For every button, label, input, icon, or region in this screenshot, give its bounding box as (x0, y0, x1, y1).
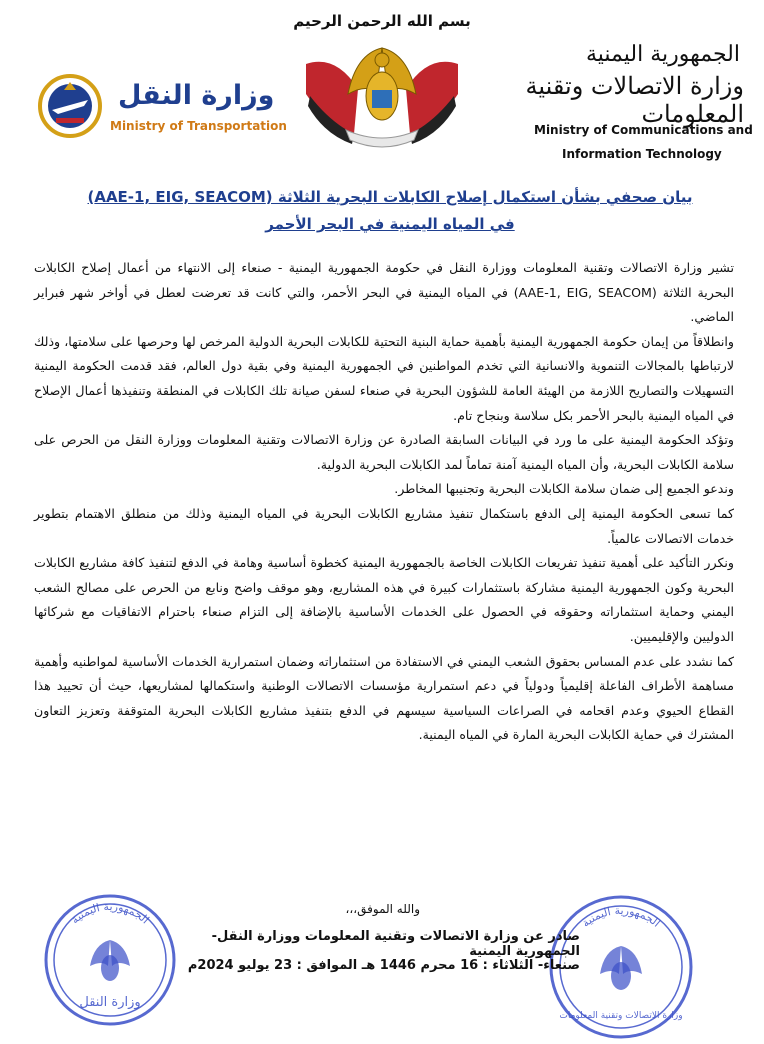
basmala: بسم الله الرحمن الرحيم (293, 12, 471, 30)
paragraph: وندعو الجميع إلى ضمان سلامة الكابلات البحرية وتجنيبها المخاطر. (394, 481, 734, 497)
paragraph: كما نشدد على عدم المساس بحقوق الشعب اليمني في الاستفادة من استثماراته وضمان استمرارية الخدمات الأساسية لمواطنيه وأهمية مساهمة الأطراف الفاعلة إقليمياً ودولياً في دعم استمرارية مؤسسات الاتصالات الوطنية واستكمالها لمشاريعها، حيث أن تحييد هذا القطاع الحيوي وعدم اقحامه في الصراعات السياسية سيسهم في الدفع بتنفيذ مشاريع الكابلات البحرية المتوقفة وتعزيز التعاون المشترك في حماية الكابلات البحرية المارة في المياه اليمنية. (34, 653, 734, 743)
republic-name-ar: الجمهورية اليمنية (585, 42, 740, 67)
paragraph: تشير وزارة الاتصالات وتقنية المعلومات ووزارة النقل في حكومة الجمهورية اليمنية - صنعاء إلى الانتهاء من أعمال إصلاح الكابلات البحرية الثلاثة (AAE-1, EIG, SEACOM) في المياه اليمنية في البحر الأحمر، والتي كانت قد تعرضت لعطل في أواخر شهر فبراير الماضي. (34, 260, 734, 325)
transport-name-ar: وزارة النقل (118, 80, 275, 111)
transport-stamp (40, 890, 180, 1030)
statement-title-line1: بيان صحفي بشأن استكمال إصلاح الكابلات البحرية الثلاثة (AAE-1, EIG, SEACOM) (87, 188, 693, 206)
statement-body (34, 256, 734, 748)
stamp-right-top-text: الجمهورية اليمنية (579, 903, 663, 930)
stamp-left-top-text: الجمهورية اليمنية (68, 899, 152, 927)
transport-name-en: Ministry of Transportation (110, 119, 287, 133)
stamp-right-text: وزارة الاتصالات وتقنية المعلومات (559, 1011, 683, 1021)
issuer-line: صادر عن وزارة الاتصالات وتقنية المعلومات ووزارة النقل- الجمهورية اليمنية (211, 929, 580, 959)
paragraph: وتؤكد الحكومة اليمنية على ما ورد في البيانات السابقة الصادرة عن وزارة الاتصالات وتقنية المعلومات ووزارة النقل من الحرص على سلامة الكابلات البحرية، وأن المياه اليمنية آمنة تماماً لمد الكابلات البحرية الدولية. (34, 432, 734, 472)
svg-text:الجمهورية اليمنية (579, 904, 662, 930)
transport-logo-icon (30, 70, 110, 140)
stamp-left-text: وزارة النقل (79, 995, 141, 1010)
yemen-emblem-icon (296, 34, 468, 154)
communications-ministry-name-ar: وزارة الاتصالات وتقنية المعلومات (525, 72, 744, 128)
statement-title-line2: في المياه اليمنية في البحر الأحمر (265, 215, 515, 233)
communications-name-en-line2: Information Technology (562, 147, 722, 161)
paragraph: كما تسعى الحكومة اليمنية إلى الدفع باستكمال تنفيذ مشاريع الكابلات البحرية في المياه اليمنية وذلك من منطلق الاهتمام بتطوير خدمات الاتصالات عالمياً. (34, 505, 734, 546)
communications-name-en-line1: Ministry of Communications and (534, 123, 753, 137)
paragraph: وانطلاقاً من إيمان حكومة الجمهورية اليمنية بأهمية حماية البنية التحتية للكابلات البحرية الدولية المرخص لها وحرصها على سلامتها، وذلك لارتباطها بالمجالات التنموية والانسانية التي تخدم المواطنين في الجمهورية اليمنية وفي بقية دول العالم، فقد قدمت الحكومة اليمنية التسهيلات والتصاريح اللازمة من الهيئة العامة للشؤون البحرية في صنعاء لسفن صيانة تلك الكابلات في المنطقة وتنفيذها أعمال الإصلاح في المياه اليمنية بالبحر الأحمر بكل سلاسة وبنجاح تام. (34, 333, 734, 423)
issued-date-line: صنعاء- الثلاثاء : 16 محرم 1446 هـ الموافق : 23 يوليو 2024م (187, 958, 580, 973)
closing-phrase: والله الموفق،،، (345, 902, 420, 916)
paragraph: ونكرر التأكيد على أهمية تنفيذ تفريعات الكابلات الخاصة بالجمهورية اليمنية كخطوة أساسية وهامة في الدفع لتنفيذ كافة مشاريع الكابلات البحرية وكون الجمهورية اليمنية مشاركة باستثمارات كبيرة في هذه المشاريع، وهو موقف واضح ونابع من الحرص على مصالح الشعب اليمني وحماية استثماراته وحقوقه في الحصول على الخدمات الأساسية بالإضافة إلى التزام صنعاء باحترام الاتفاقيات مع شركائها الدوليين والإقليميين. (34, 555, 734, 644)
